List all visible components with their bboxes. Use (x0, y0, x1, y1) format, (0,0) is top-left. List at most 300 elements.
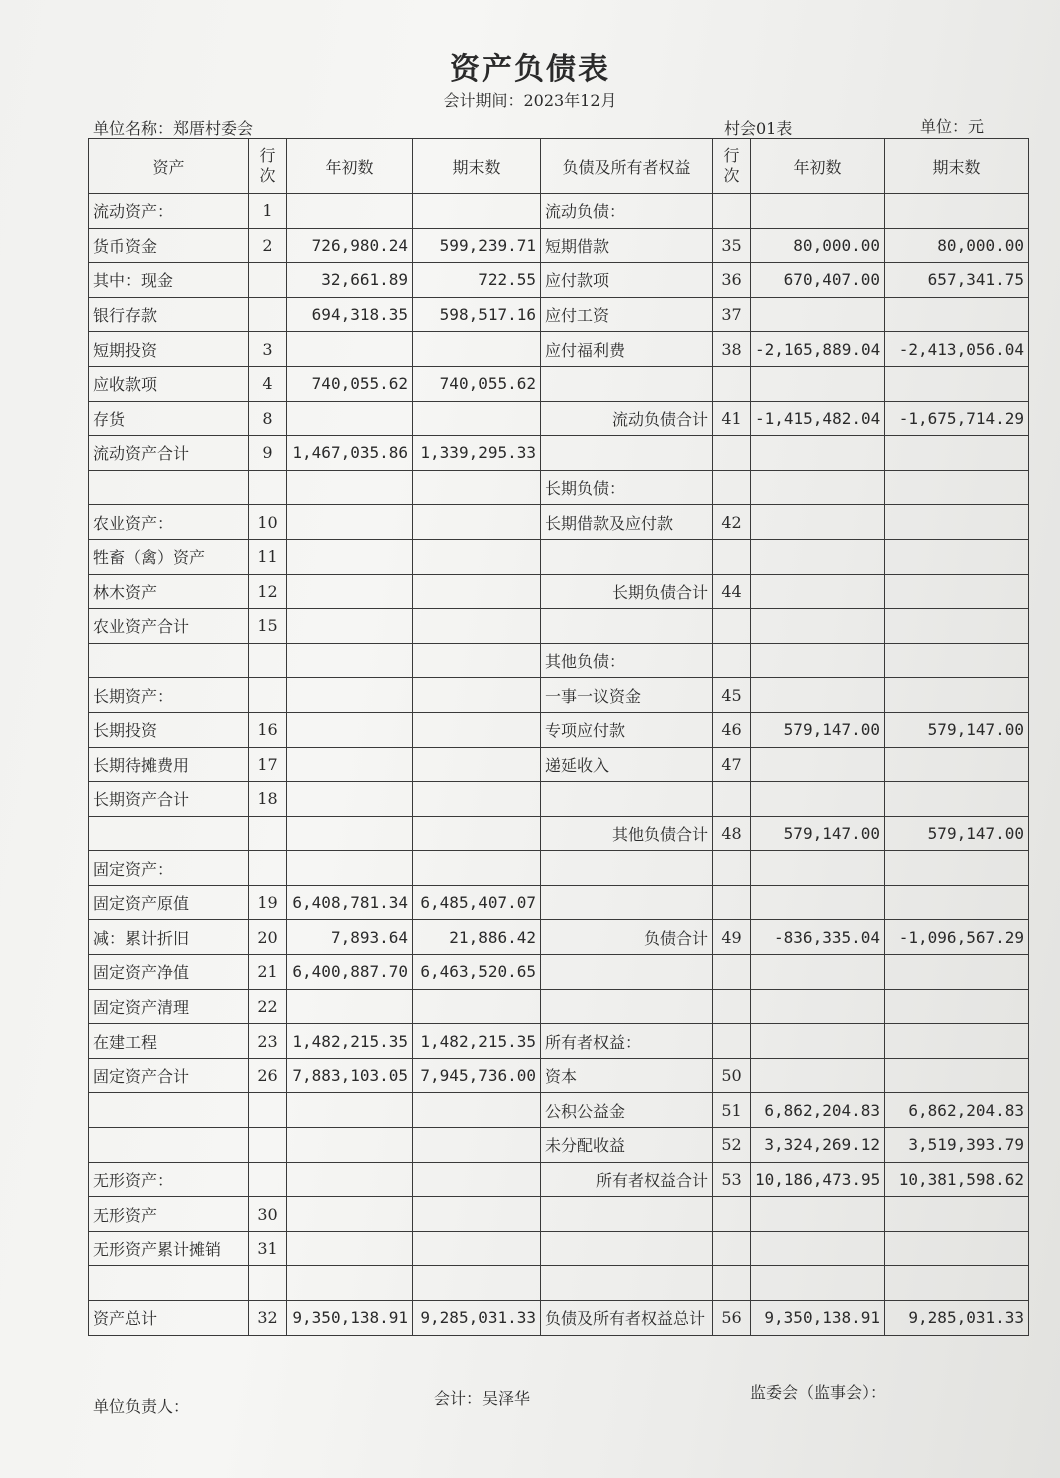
asset-end (413, 712, 541, 747)
liability-begin: 9,350,138.91 (751, 1301, 885, 1336)
table-row (89, 816, 1029, 851)
asset-line-no (249, 263, 287, 298)
header-asset: 资产 (89, 139, 249, 194)
asset-line-no: 20 (249, 920, 287, 955)
liability-item: 负债及所有者权益总计 (541, 1301, 713, 1336)
table-row (89, 574, 1029, 609)
asset-end: 740,055.62 (413, 366, 541, 401)
liability-end (885, 1231, 1029, 1266)
liability-line-no (713, 782, 751, 817)
asset-begin (287, 1197, 413, 1232)
header-end: 期末数 (413, 139, 541, 194)
liability-begin (751, 747, 885, 782)
asset-begin: 9,350,138.91 (287, 1301, 413, 1336)
header-end-2: 期末数 (885, 139, 1029, 194)
header-line-no-2: 行 次 (713, 139, 751, 194)
liability-begin (751, 436, 885, 471)
asset-begin (287, 1093, 413, 1128)
asset-begin: 7,893.64 (287, 920, 413, 955)
table-row (89, 920, 1029, 955)
asset-end (413, 816, 541, 851)
table-row (89, 366, 1029, 401)
asset-item: 应收款项 (89, 366, 249, 401)
liability-item (541, 1266, 713, 1301)
liability-item (541, 366, 713, 401)
liability-begin (751, 989, 885, 1024)
asset-item: 资产总计 (89, 1301, 249, 1336)
liability-line-no: 44 (713, 574, 751, 609)
asset-begin: 726,980.24 (287, 228, 413, 263)
liability-end (885, 955, 1029, 990)
table-row (89, 401, 1029, 436)
liability-item: 应付福利费 (541, 332, 713, 367)
asset-line-no: 2 (249, 228, 287, 263)
asset-begin (287, 194, 413, 229)
header-line-no: 行 次 (249, 139, 287, 194)
table-row (89, 955, 1029, 990)
liability-end (885, 539, 1029, 574)
asset-begin: 1,467,035.86 (287, 436, 413, 471)
liability-end (885, 1024, 1029, 1059)
asset-begin: 7,883,103.05 (287, 1058, 413, 1093)
liability-item (541, 436, 713, 471)
asset-begin (287, 1266, 413, 1301)
liability-item (541, 539, 713, 574)
asset-end (413, 782, 541, 817)
liability-line-no: 52 (713, 1128, 751, 1163)
liability-begin (751, 885, 885, 920)
asset-line-no: 9 (249, 436, 287, 471)
liability-end (885, 989, 1029, 1024)
liability-item (541, 885, 713, 920)
liability-begin (751, 1058, 885, 1093)
asset-begin (287, 712, 413, 747)
asset-line-no: 15 (249, 609, 287, 644)
asset-end (413, 539, 541, 574)
asset-line-no: 26 (249, 1058, 287, 1093)
liability-line-no: 53 (713, 1162, 751, 1197)
asset-line-no (249, 1266, 287, 1301)
liability-begin: 80,000.00 (751, 228, 885, 263)
liability-item: 流动负债： (541, 194, 713, 229)
table-row (89, 989, 1029, 1024)
liability-line-no (713, 609, 751, 644)
asset-line-no (249, 297, 287, 332)
asset-end (413, 1162, 541, 1197)
table-row (89, 851, 1029, 886)
asset-begin: 6,408,781.34 (287, 885, 413, 920)
asset-item: 固定资产合计 (89, 1058, 249, 1093)
liability-begin (751, 643, 885, 678)
asset-item: 其中：现金 (89, 263, 249, 298)
asset-line-no: 18 (249, 782, 287, 817)
liability-line-no: 51 (713, 1093, 751, 1128)
asset-item: 农业资产： (89, 505, 249, 540)
asset-end (413, 609, 541, 644)
footer-supervisor: 监委会（监事会）： (750, 1383, 887, 1402)
liability-item (541, 609, 713, 644)
liability-line-no: 45 (713, 678, 751, 713)
asset-end: 6,463,520.65 (413, 955, 541, 990)
liability-item (541, 851, 713, 886)
asset-begin (287, 1231, 413, 1266)
currency-unit: 单位：元 (920, 117, 985, 136)
asset-item: 牲畜（禽）资产 (89, 539, 249, 574)
asset-line-no (249, 816, 287, 851)
asset-begin (287, 989, 413, 1024)
table-row (89, 1058, 1029, 1093)
liability-begin: -1,415,482.04 (751, 401, 885, 436)
asset-begin (287, 505, 413, 540)
asset-end (413, 989, 541, 1024)
liability-begin (751, 1024, 885, 1059)
liability-item: 资本 (541, 1058, 713, 1093)
liability-item (541, 955, 713, 990)
asset-begin (287, 1162, 413, 1197)
balance-sheet-table (88, 138, 1029, 1336)
liability-line-no (713, 1266, 751, 1301)
liability-line-no (713, 436, 751, 471)
asset-item: 固定资产清理 (89, 989, 249, 1024)
asset-end (413, 505, 541, 540)
asset-end: 9,285,031.33 (413, 1301, 541, 1336)
asset-end (413, 747, 541, 782)
asset-end (413, 194, 541, 229)
liability-begin: 3,324,269.12 (751, 1128, 885, 1163)
liability-end (885, 470, 1029, 505)
asset-item (89, 1093, 249, 1128)
liability-begin (751, 539, 885, 574)
table-row (89, 747, 1029, 782)
liability-end (885, 885, 1029, 920)
liability-item (541, 989, 713, 1024)
liability-end: 6,862,204.83 (885, 1093, 1029, 1128)
asset-item: 长期投资 (89, 712, 249, 747)
liability-end: 10,381,598.62 (885, 1162, 1029, 1197)
asset-begin (287, 747, 413, 782)
asset-line-no (249, 470, 287, 505)
table-row (89, 1093, 1029, 1128)
asset-item: 农业资产合计 (89, 609, 249, 644)
asset-item: 长期资产： (89, 678, 249, 713)
asset-item (89, 643, 249, 678)
asset-line-no (249, 1093, 287, 1128)
asset-line-no: 23 (249, 1024, 287, 1059)
asset-end: 598,517.16 (413, 297, 541, 332)
liability-line-no (713, 885, 751, 920)
liability-begin (751, 366, 885, 401)
asset-item: 短期投资 (89, 332, 249, 367)
header-begin-2: 年初数 (751, 139, 885, 194)
liability-begin: 579,147.00 (751, 816, 885, 851)
asset-begin (287, 678, 413, 713)
liability-end (885, 643, 1029, 678)
asset-item: 固定资产： (89, 851, 249, 886)
table-row (89, 505, 1029, 540)
asset-end (413, 470, 541, 505)
asset-item: 存货 (89, 401, 249, 436)
asset-item (89, 1266, 249, 1301)
liability-item: 其他负债： (541, 643, 713, 678)
asset-end (413, 851, 541, 886)
table-row (89, 263, 1029, 298)
asset-begin: 1,482,215.35 (287, 1024, 413, 1059)
asset-end: 6,485,407.07 (413, 885, 541, 920)
liability-item: 一事一议资金 (541, 678, 713, 713)
liability-item: 短期借款 (541, 228, 713, 263)
table-row (89, 436, 1029, 471)
asset-line-no: 31 (249, 1231, 287, 1266)
liability-begin: 579,147.00 (751, 712, 885, 747)
liability-line-no: 47 (713, 747, 751, 782)
liability-begin: 10,186,473.95 (751, 1162, 885, 1197)
liability-end (885, 1266, 1029, 1301)
asset-item (89, 1128, 249, 1163)
liability-line-no: 37 (713, 297, 751, 332)
liability-end: 579,147.00 (885, 816, 1029, 851)
liability-line-no (713, 989, 751, 1024)
asset-begin (287, 401, 413, 436)
liability-line-no (713, 1197, 751, 1232)
asset-line-no: 16 (249, 712, 287, 747)
asset-item: 林木资产 (89, 574, 249, 609)
table-row (89, 228, 1029, 263)
asset-item: 流动资产： (89, 194, 249, 229)
liability-end: 80,000.00 (885, 228, 1029, 263)
table-row (89, 297, 1029, 332)
asset-item: 无形资产： (89, 1162, 249, 1197)
asset-item: 在建工程 (89, 1024, 249, 1059)
asset-end (413, 401, 541, 436)
liability-item: 其他负债合计 (541, 816, 713, 851)
liability-begin (751, 1266, 885, 1301)
liability-end (885, 1058, 1029, 1093)
liability-line-no: 41 (713, 401, 751, 436)
liability-begin (751, 609, 885, 644)
table-row (89, 194, 1029, 229)
liability-item: 未分配收益 (541, 1128, 713, 1163)
liability-item: 应付款项 (541, 263, 713, 298)
asset-line-no: 10 (249, 505, 287, 540)
liability-end (885, 194, 1029, 229)
liability-line-no: 49 (713, 920, 751, 955)
liability-end: 9,285,031.33 (885, 1301, 1029, 1336)
asset-end (413, 1266, 541, 1301)
liability-line-no (713, 1024, 751, 1059)
footer-accountant: 会计：吴泽华 (434, 1389, 531, 1408)
liability-begin: 670,407.00 (751, 263, 885, 298)
liability-end (885, 1197, 1029, 1232)
asset-end (413, 332, 541, 367)
liability-begin: -836,335.04 (751, 920, 885, 955)
asset-item: 银行存款 (89, 297, 249, 332)
liability-item (541, 1231, 713, 1266)
liability-line-no (713, 470, 751, 505)
asset-line-no (249, 678, 287, 713)
liability-line-no: 50 (713, 1058, 751, 1093)
liability-item: 递延收入 (541, 747, 713, 782)
liability-line-no: 48 (713, 816, 751, 851)
table-row (89, 1024, 1029, 1059)
liability-item (541, 782, 713, 817)
asset-item: 长期资产合计 (89, 782, 249, 817)
liability-begin: 6,862,204.83 (751, 1093, 885, 1128)
liability-end (885, 436, 1029, 471)
asset-line-no (249, 1128, 287, 1163)
liability-item (541, 1197, 713, 1232)
table-row (89, 609, 1029, 644)
table-row (89, 470, 1029, 505)
table-row (89, 1266, 1029, 1301)
liability-end: -2,413,056.04 (885, 332, 1029, 367)
liability-end (885, 574, 1029, 609)
liability-line-no (713, 955, 751, 990)
asset-end (413, 574, 541, 609)
asset-item: 固定资产原值 (89, 885, 249, 920)
liability-begin (751, 297, 885, 332)
liability-line-no: 56 (713, 1301, 751, 1336)
liability-item: 公积公益金 (541, 1093, 713, 1128)
asset-end: 1,482,215.35 (413, 1024, 541, 1059)
table-row (89, 1197, 1029, 1232)
liability-line-no: 46 (713, 712, 751, 747)
liability-end (885, 747, 1029, 782)
liability-end: -1,675,714.29 (885, 401, 1029, 436)
asset-begin (287, 332, 413, 367)
unit-name: 单位名称：郑厝村委会 (93, 119, 254, 138)
asset-line-no: 30 (249, 1197, 287, 1232)
asset-begin (287, 574, 413, 609)
liability-line-no: 36 (713, 263, 751, 298)
header-liabilities-equity: 负债及所有者权益 (541, 139, 713, 194)
asset-item: 无形资产累计摊销 (89, 1231, 249, 1266)
liability-line-no (713, 851, 751, 886)
table-row (89, 1162, 1029, 1197)
asset-begin (287, 816, 413, 851)
liability-end: 579,147.00 (885, 712, 1029, 747)
liability-end (885, 297, 1029, 332)
asset-line-no: 8 (249, 401, 287, 436)
table-row (89, 539, 1029, 574)
liability-begin (751, 194, 885, 229)
table-row (89, 332, 1029, 367)
asset-line-no: 1 (249, 194, 287, 229)
liability-item: 所有者权益合计 (541, 1162, 713, 1197)
liability-line-no: 38 (713, 332, 751, 367)
asset-line-no: 32 (249, 1301, 287, 1336)
liability-end (885, 366, 1029, 401)
asset-begin (287, 470, 413, 505)
liability-begin (751, 955, 885, 990)
liability-begin (751, 1231, 885, 1266)
header-begin: 年初数 (287, 139, 413, 194)
asset-end (413, 643, 541, 678)
table-row (89, 678, 1029, 713)
liability-end (885, 609, 1029, 644)
liability-line-no (713, 194, 751, 229)
liability-item: 应付工资 (541, 297, 713, 332)
asset-line-no (249, 643, 287, 678)
asset-end (413, 1093, 541, 1128)
asset-line-no: 12 (249, 574, 287, 609)
asset-item: 货币资金 (89, 228, 249, 263)
form-number: 村会01表 (724, 119, 793, 138)
asset-begin (287, 539, 413, 574)
asset-end: 7,945,736.00 (413, 1058, 541, 1093)
liability-item: 负债合计 (541, 920, 713, 955)
table-row (89, 1301, 1029, 1336)
liability-begin (751, 851, 885, 886)
liability-line-no (713, 366, 751, 401)
asset-item (89, 816, 249, 851)
asset-end: 21,886.42 (413, 920, 541, 955)
asset-line-no (249, 851, 287, 886)
table-row (89, 1128, 1029, 1163)
page-title: 资产负债表 (450, 52, 610, 87)
header-row (89, 139, 1029, 194)
asset-begin (287, 643, 413, 678)
liability-item: 长期负债： (541, 470, 713, 505)
liability-line-no: 42 (713, 505, 751, 540)
liability-begin (751, 782, 885, 817)
asset-begin (287, 1128, 413, 1163)
asset-end (413, 1231, 541, 1266)
asset-line-no: 11 (249, 539, 287, 574)
liability-end (885, 782, 1029, 817)
asset-end: 1,339,295.33 (413, 436, 541, 471)
liability-item: 长期负债合计 (541, 574, 713, 609)
asset-line-no: 4 (249, 366, 287, 401)
liability-line-no (713, 539, 751, 574)
asset-item: 流动资产合计 (89, 436, 249, 471)
asset-end: 722.55 (413, 263, 541, 298)
liability-line-no (713, 643, 751, 678)
liability-end (885, 851, 1029, 886)
table-row (89, 643, 1029, 678)
liability-end (885, 505, 1029, 540)
liability-begin (751, 470, 885, 505)
liability-begin (751, 678, 885, 713)
liability-begin (751, 574, 885, 609)
asset-item: 固定资产净值 (89, 955, 249, 990)
liability-end: 3,519,393.79 (885, 1128, 1029, 1163)
asset-item: 长期待摊费用 (89, 747, 249, 782)
asset-begin: 740,055.62 (287, 366, 413, 401)
liability-begin: -2,165,889.04 (751, 332, 885, 367)
asset-end (413, 1197, 541, 1232)
liability-end: -1,096,567.29 (885, 920, 1029, 955)
liability-line-no (713, 1231, 751, 1266)
asset-line-no: 17 (249, 747, 287, 782)
asset-item (89, 470, 249, 505)
asset-begin (287, 609, 413, 644)
liability-begin (751, 505, 885, 540)
asset-begin: 6,400,887.70 (287, 955, 413, 990)
asset-line-no (249, 1162, 287, 1197)
asset-end: 599,239.71 (413, 228, 541, 263)
asset-line-no: 22 (249, 989, 287, 1024)
asset-begin: 32,661.89 (287, 263, 413, 298)
asset-end (413, 678, 541, 713)
liability-item: 流动负债合计 (541, 401, 713, 436)
liability-end (885, 678, 1029, 713)
asset-item: 减：累计折旧 (89, 920, 249, 955)
asset-line-no: 21 (249, 955, 287, 990)
table-row (89, 782, 1029, 817)
liability-begin (751, 1197, 885, 1232)
table-row (89, 885, 1029, 920)
asset-end (413, 1128, 541, 1163)
